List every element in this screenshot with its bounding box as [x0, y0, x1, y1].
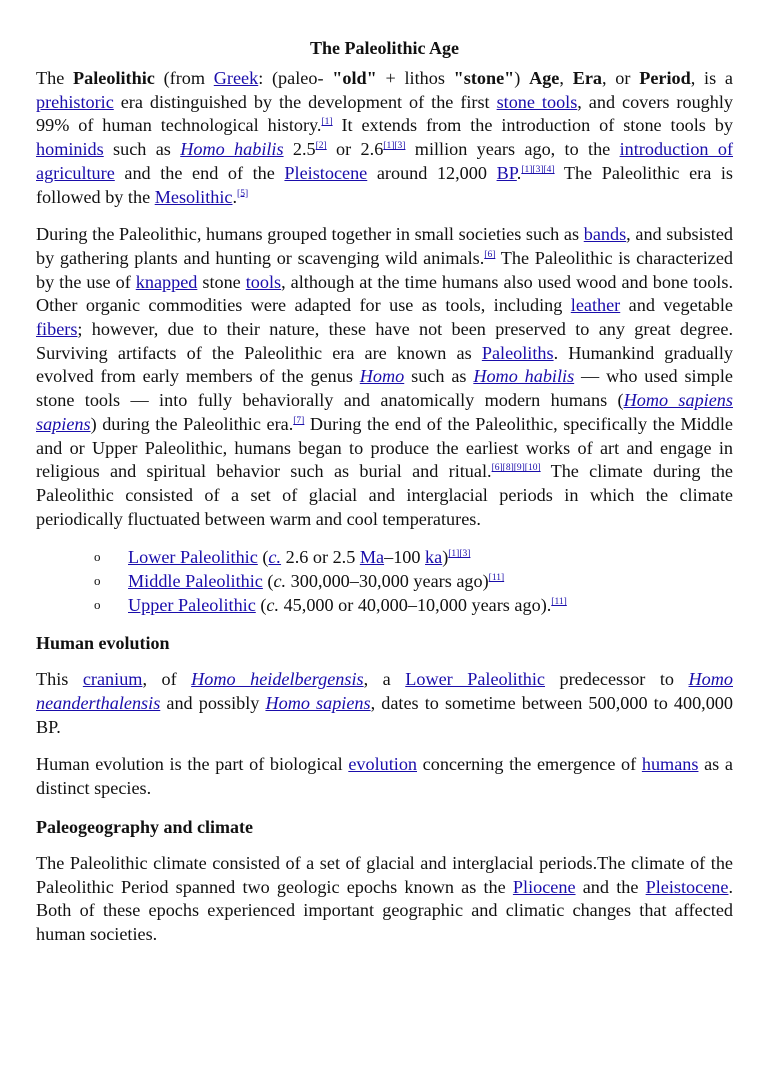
citation-ref[interactable]: [1][3] [448, 549, 471, 560]
link-hominids[interactable]: hominids [36, 139, 104, 160]
link-homo-habilis[interactable]: Homo habilis [180, 139, 284, 160]
citation-ref[interactable]: [7] [293, 415, 305, 426]
citation-ref[interactable]: [1] [321, 117, 333, 128]
link-circa[interactable]: c. [268, 547, 282, 568]
bullet-marker: o [94, 573, 101, 589]
link-bands[interactable]: bands [583, 224, 627, 245]
link-lower-paleolithic[interactable]: Lower Paleolithic [405, 669, 546, 690]
link-upper-paleolithic[interactable]: Upper Paleolithic [128, 595, 256, 616]
human-evolution-paragraph: Human evolution is the part of biological evolution concerning the emergence of humans as a distinct species. [36, 754, 733, 799]
link-tools[interactable]: tools [245, 271, 282, 292]
list-item: o Upper Paleolithic (c. 45,000 or 40,000–10,000 years ago).[11] [94, 595, 567, 616]
societies-paragraph: During the Paleolithic, humans grouped together in small societies such as bands, and subsisted by gathering plants and hunting or scavenging wild animals.[6] The Paleolithic is characterized by the use of knapped stone tools, although at the time humans also used wood and bone tools. Other organic commodities were adapted for use as tools, including leather and vegetable fibers; however, due to their nature, these have not been preserved to any great degree. Surviving artifacts of the Paleolithic era are known as Paleoliths. Humankind gradually evolved from early members of the genus Homo such as Homo habilis — who used simple stone tools — into fully behaviorally and anatomically modern humans (Homo sapiens sapiens) during the Paleolithic era.[7] During the end of the Paleolithic, specifically the Middle and or Upper Paleolithic, humans began to produce the earliest works of art and engage in religious and spiritual behavior such as burial and ritual.[6][8][9][10] The climate during the Paleolithic consisted of a set of glacial and interglacial periods in which the climate periodically fluctuated between warm and cool temperatures. [36, 224, 734, 529]
link-mesolithic[interactable]: Mesolithic [154, 186, 233, 207]
intro-paragraph: The Paleolithic (from Greek: (paleo- "old" + lithos "stone") Age, Era, or Period, is a prehistoric era distinguished by the development of the first stone tools, and covers roughly 99% of human technological history.[1] It extends from the introduction of stone tools by hominids such as Homo habilis 2.5[2] or 2.6[1][3] million years ago, to the introduction of agriculture and the end of the Pleistocene around 12,000 BP.[1][3][4] The Paleolithic era is followed by the Mesolithic.[5] [36, 68, 734, 207]
citation-ref[interactable]: [6] [484, 249, 496, 260]
link-ma[interactable]: Ma [359, 547, 385, 568]
link-bp[interactable]: BP [496, 162, 517, 183]
citation-ref[interactable]: [11] [488, 573, 505, 584]
link-homo-sapiens-sapiens[interactable]: Homo sapiens sapiens [36, 390, 733, 434]
link-pleistocene[interactable]: Pleistocene [645, 876, 729, 897]
link-stone-tools[interactable]: stone tools [496, 91, 578, 112]
cranium-paragraph: This cranium, of Homo heidelbergensis, a Lower Paleolithic predecessor to Homo neanderthalensis and possibly Homo sapiens, dates to sometime between 500,000 to 400,000 BP. [36, 669, 733, 737]
link-cranium[interactable]: cranium [82, 669, 143, 690]
bullet-marker: o [94, 549, 101, 565]
citation-ref[interactable]: [2] [315, 141, 327, 152]
citation-ref[interactable]: [1][3] [383, 141, 406, 152]
link-pliocene[interactable]: Pliocene [512, 876, 576, 897]
citation-ref[interactable]: [11] [551, 597, 567, 608]
page-title: The Paleolithic Age [310, 38, 459, 58]
link-paleoliths[interactable]: Paleoliths [481, 342, 554, 363]
link-homo-sapiens[interactable]: Homo sapiens [265, 693, 371, 714]
link-evolution[interactable]: evolution [348, 754, 418, 775]
link-knapped[interactable]: knapped [135, 271, 198, 292]
section-heading-paleogeography: Paleogeography and climate [36, 816, 253, 837]
link-leather[interactable]: leather [570, 295, 621, 316]
link-homo[interactable]: Homo [359, 366, 405, 387]
citation-ref[interactable]: [6][8][9][10] [491, 463, 541, 474]
climate-paragraph: The Paleolithic climate consisted of a set of glacial and interglacial periods.The climate of the Paleolithic Period spanned two geologic epochs known as the Pliocene and the Pleistocene. Both of these epochs experienced important geographic and climatic changes that affected human societies. [36, 852, 733, 944]
link-homo-neanderthalensis[interactable]: Homo neanderthalensis [36, 669, 733, 714]
list-item: o Lower Paleolithic (c. 2.6 or 2.5 Ma–100 ka)[1][3] [94, 547, 471, 568]
link-middle-paleolithic[interactable]: Middle Paleolithic [128, 571, 263, 592]
link-humans[interactable]: humans [641, 754, 699, 775]
document-page [36, 36, 733, 961]
link-pleistocene[interactable]: Pleistocene [284, 162, 368, 183]
link-prehistoric[interactable]: prehistoric [36, 91, 114, 112]
period-list [36, 545, 733, 617]
link-ka[interactable]: ka [425, 547, 443, 568]
list-item: o Middle Paleolithic (c. 300,000–30,000 years ago)[11] [94, 571, 505, 592]
link-lower-paleolithic[interactable]: Lower Paleolithic [128, 547, 258, 568]
section-heading-human-evolution: Human evolution [36, 633, 170, 654]
citation-ref[interactable]: [1][3][4] [521, 164, 555, 175]
link-homo-heidelbergensis[interactable]: Homo heidelbergensis [191, 669, 364, 690]
citation-ref[interactable]: [5] [237, 188, 249, 199]
link-fibers[interactable]: fibers [36, 319, 78, 340]
link-greek[interactable]: Greek [213, 68, 259, 88]
bullet-marker: o [94, 597, 101, 613]
link-homo-habilis[interactable]: Homo habilis [473, 366, 575, 387]
link-introduction-of-agriculture[interactable]: introduction of agriculture [36, 139, 734, 183]
